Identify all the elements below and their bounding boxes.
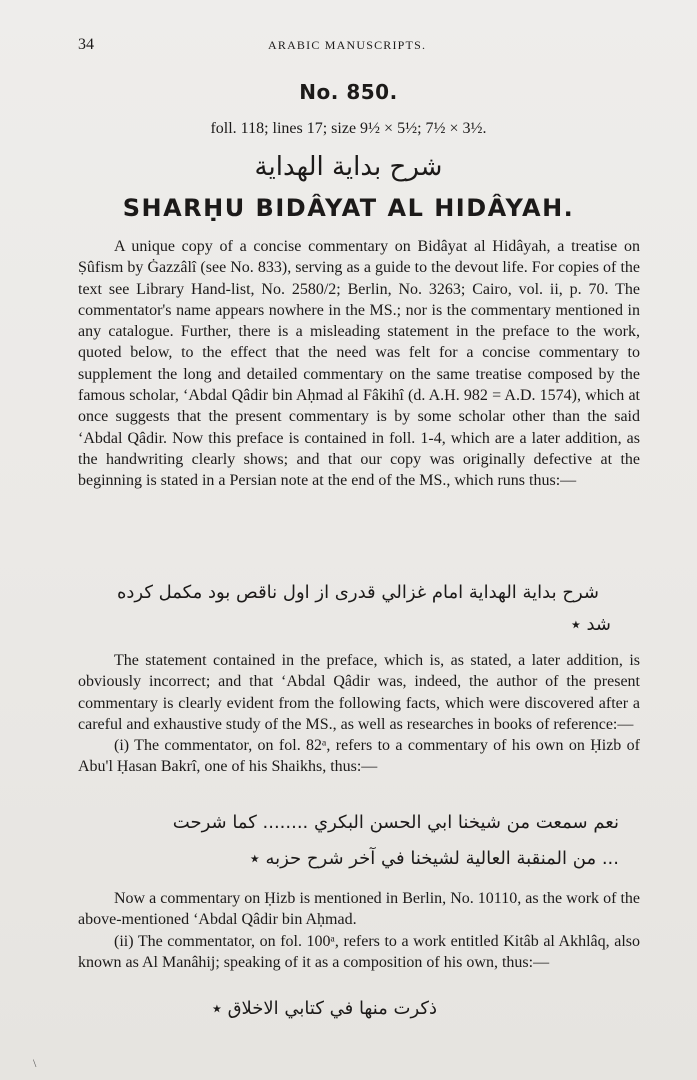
arabic-quote-line: نعم سمعت من شيخنا ابي الحسن البكري ........ كما شرحت [172,812,619,833]
manuscript-details: foll. 118; lines 17; size 9½ × 5½; 7½ × 3½. [210,120,487,137]
arabic-quote-line: ذكرت منها في كتابي الاخلاق ٭ [212,998,437,1019]
persian-note-line: شد ٭ [570,614,611,635]
entry-title: SHARḤU BIDÂYAT AL HIDÂYAH. [122,194,575,222]
description-paragraph: A unique copy of a concise commentary on Bidâyat al Hidâyah, a treatise on Ṣûfism by Ġazzâlî (see No. 833), serving as a guide to the devout life. For copies of the text see Library Hand-list, No. 2580/2; Berlin, No. 3263; Cairo, vol. ii, p. 70. The commentator's name appears nowhere in the MS.; nor is the commentary mentioned in any catalogue. Further, there is a misleading statement in the preface to the work, quoted below, to the effect that the need was felt for a concise commentary to supplement the long and detailed commentary on the same treatise composed by the famous scholar, ‘Abdal Qâdir bin Aḥmad al Fâkihî (d. A.H. 982 = A.D. 1574), which at once suggests that the present commentary is by some scholar other than the said ‘Abdal Qâdir. Now this preface is contained in foll. 1-4, which are a later addition, as the handwriting clearly shows; and that our copy was originally defective at the beginning is stated in a Persian note at the end of the MS., which runs thus:— [78,238,640,490]
description-block [78,236,640,492]
evidence-paragraph: (i) The commentator, on fol. 82ᵃ, refers to a commentary of his own on Ḥizb of Abu'l Ḥasan Bakrî, one of his Shaikhs, thus:— [78,737,640,776]
argument-block [78,650,640,778]
arabic-quote-line: ... من المنقبة العالية لشيخنا في آخر شرح حزبه ٭ [249,848,619,869]
persian-note-line: شرح بداية الهداية امام غزالي قدرى از اول ناقص بود مكمل كرده [116,582,599,603]
arabic-title: شرح بداية الهداية [254,152,443,182]
running-head: ARABIC MANUSCRIPTS. [268,38,427,52]
argument-paragraph: The statement contained in the preface, which is, as stated, a later addition, is obviously incorrect; and that ‘Abdal Qâdir was, indeed, the author of the present commentary is clearly evident from the following facts, which were discovered after a careful and exhaustive study of the MS., as well as researches in books of reference:— [78,652,640,733]
evidence-paragraph: (ii) The commentator, on fol. 100ᵃ, refers to a work entitled Kitâb al Akhlâq, also known as Al Manâhij; speaking of it as a composition of his own, thus:— [78,932,640,971]
page-number: 34 [78,36,94,53]
evidence-block [78,888,640,973]
page-header [0,36,697,56]
manuscript-number: No. 850. [299,80,398,104]
evidence-paragraph: Now a commentary on Ḥizb is mentioned in Berlin, No. 10110, as the work of the above-mentioned ‘Abdal Qâdir bin Aḥmad. [78,890,640,929]
margin-mark: \ [33,1056,37,1070]
